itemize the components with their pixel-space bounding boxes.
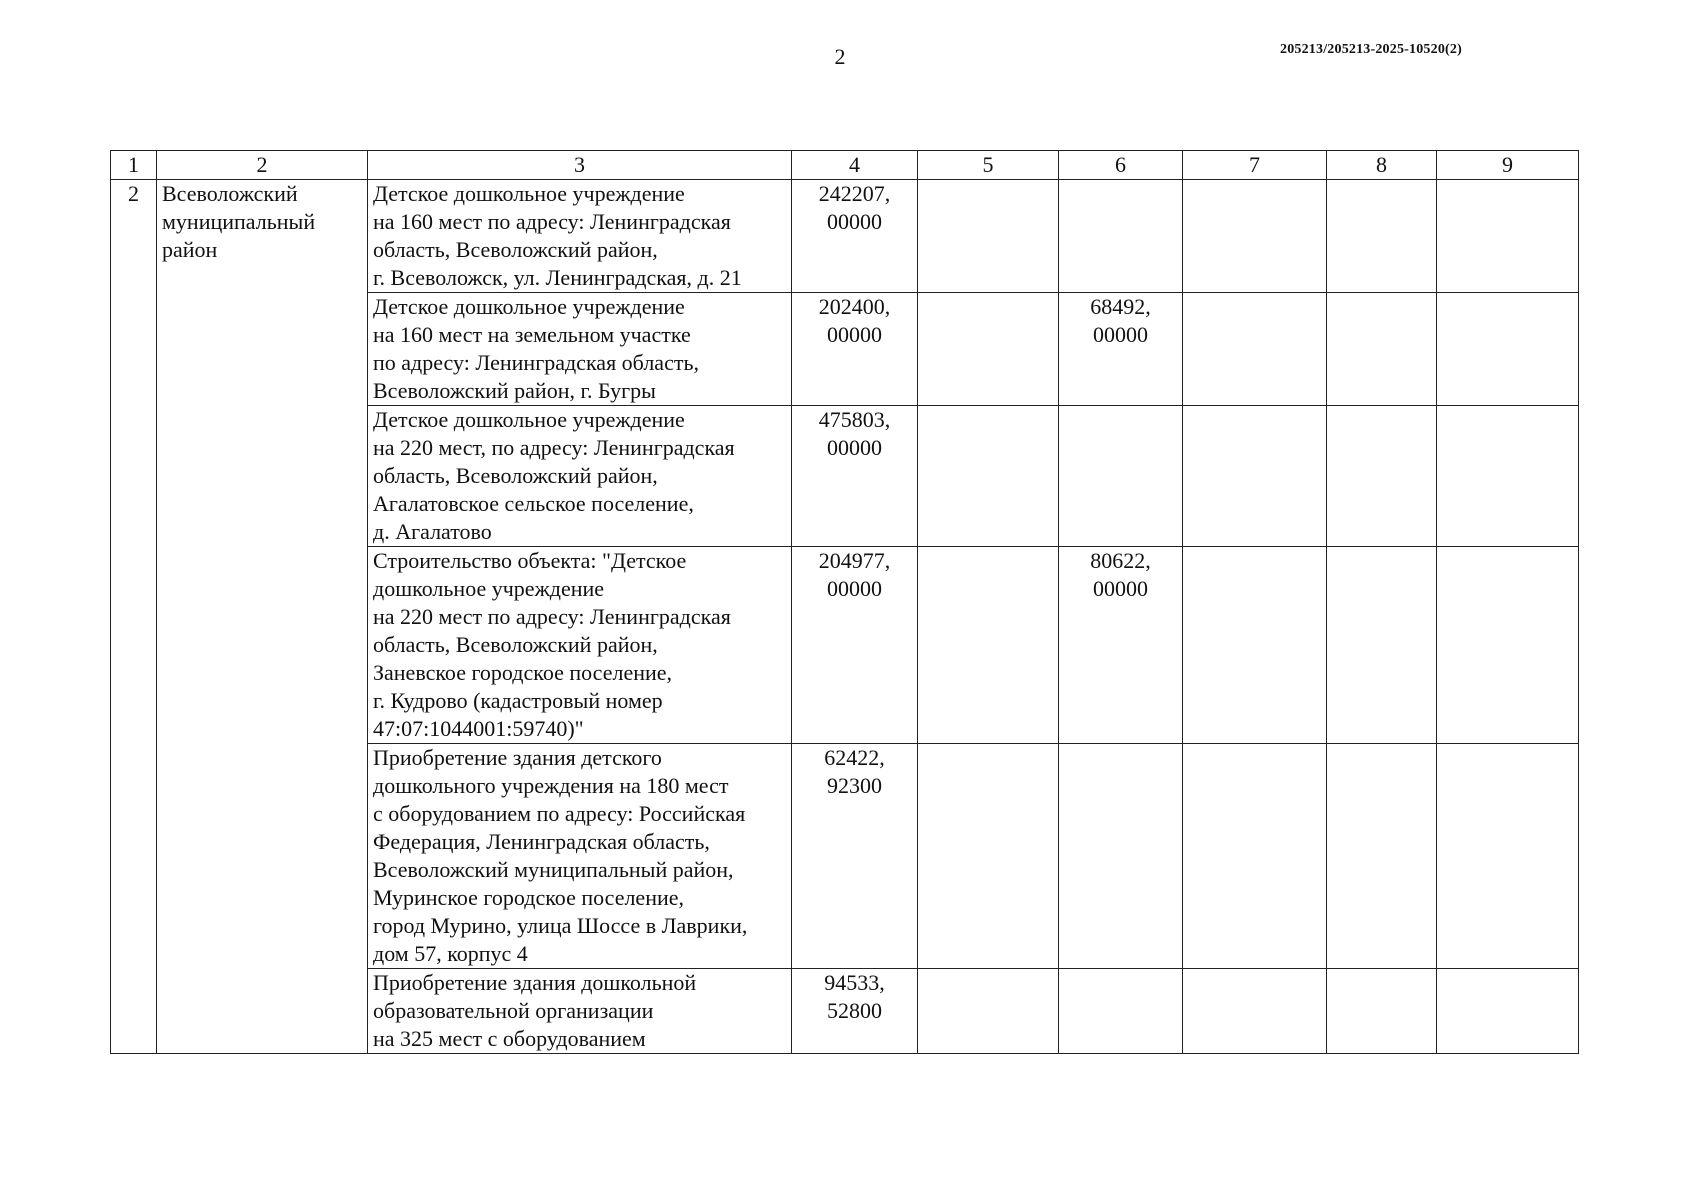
header-col-8: 8 [1327, 151, 1437, 180]
cell-line: г. Кудрово (кадастровый номер [373, 688, 663, 713]
cell-line: 00000 [827, 576, 882, 601]
col4-value-cell [792, 969, 918, 1054]
cell-line: 47:07:1044001:59740)" [373, 716, 584, 741]
cell-line: Приобретение здания детского [373, 745, 662, 770]
cell-line: город Мурино, улица Шоссе в Лаврики, [373, 913, 748, 938]
col9-cell [1437, 180, 1579, 293]
col9-cell [1437, 969, 1579, 1054]
cell-line: 62422, [824, 745, 885, 770]
col6-value-cell [1059, 406, 1183, 547]
cell-line: район [162, 237, 218, 262]
col7-cell [1183, 180, 1327, 293]
col5-cell [918, 547, 1059, 744]
col9-cell [1437, 293, 1579, 406]
cell-line: на 220 мест по адресу: Ленинградская [373, 604, 731, 629]
col8-cell [1327, 293, 1437, 406]
cell-line: дом 57, корпус 4 [373, 941, 528, 966]
cell-line: область, Всеволожский район, [373, 463, 658, 488]
object-description-cell [368, 180, 792, 293]
cell-line: на 160 мест по адресу: Ленинградская [373, 209, 731, 234]
cell-line: 00000 [1093, 322, 1148, 347]
cell-line: 00000 [1093, 576, 1148, 601]
header-col-3: 3 [368, 151, 792, 180]
district-cell [157, 180, 368, 1054]
col9-cell [1437, 547, 1579, 744]
table-row [111, 180, 1579, 293]
cell-line: 00000 [827, 322, 882, 347]
header-col-4: 4 [792, 151, 918, 180]
cell-line: Детское дошкольное учреждение [373, 407, 685, 432]
cell-line: на 160 мест на земельном участке [373, 322, 691, 347]
cell-line: Детское дошкольное учреждение [373, 181, 685, 206]
header-col-9: 9 [1437, 151, 1579, 180]
document-id: 205213/205213-2025-10520(2) [1280, 42, 1462, 57]
cell-line: образовательной организации [373, 998, 654, 1023]
data-table [110, 150, 1579, 1054]
cell-line: 00000 [827, 435, 882, 460]
cell-line: дошкольное учреждение [373, 576, 605, 601]
col7-cell [1183, 406, 1327, 547]
object-description-cell [368, 547, 792, 744]
col9-cell [1437, 744, 1579, 969]
col6-value-cell [1059, 969, 1183, 1054]
cell-line: на 325 мест с оборудованием [373, 1026, 646, 1051]
cell-line: Детское дошкольное учреждение [373, 294, 685, 319]
col7-cell [1183, 969, 1327, 1054]
object-description-cell [368, 969, 792, 1054]
cell-line: Строительство объекта: "Детское [373, 548, 687, 573]
page-number: 2 [834, 44, 846, 69]
cell-line: 202400, [818, 294, 891, 319]
col7-cell [1183, 547, 1327, 744]
cell-line: область, Всеволожский район, [373, 237, 658, 262]
cell-line: 00000 [827, 209, 882, 234]
cell-line: Муринское городское поселение, [373, 885, 685, 910]
col5-cell [918, 180, 1059, 293]
col5-cell [918, 744, 1059, 969]
col5-cell [918, 293, 1059, 406]
col8-cell [1327, 969, 1437, 1054]
cell-line: Федерация, Ленинградская область, [373, 829, 710, 854]
cell-line: 80622, [1090, 548, 1151, 573]
cell-line: с оборудованием по адресу: Российская [373, 801, 746, 826]
col7-cell [1183, 293, 1327, 406]
cell-line: д. Агалатово [373, 519, 492, 544]
cell-line: Агалатовское сельское поселение, [373, 491, 694, 516]
object-description-cell [368, 744, 792, 969]
cell-line: 52800 [827, 998, 882, 1023]
cell-line: по адресу: Ленинградская область, [373, 350, 699, 375]
object-description-cell [368, 293, 792, 406]
col6-value-cell [1059, 293, 1183, 406]
col8-cell [1327, 406, 1437, 547]
col4-value-cell [792, 744, 918, 969]
col6-value-cell [1059, 180, 1183, 293]
col4-value-cell [792, 180, 918, 293]
col6-value-cell [1059, 744, 1183, 969]
col8-cell [1327, 547, 1437, 744]
cell-line: 475803, [818, 407, 891, 432]
col7-cell [1183, 744, 1327, 969]
col5-cell [918, 406, 1059, 547]
table-header-row [111, 151, 1579, 180]
cell-line: муниципальный [162, 209, 316, 234]
cell-line: Всеволожский район, г. Бугры [373, 378, 656, 403]
header-col-7: 7 [1183, 151, 1327, 180]
header-col-6: 6 [1059, 151, 1183, 180]
cell-line: дошкольного учреждения на 180 мест [373, 773, 729, 798]
cell-line: 92300 [827, 773, 882, 798]
cell-line: г. Всеволожск, ул. Ленинградская, д. 21 [373, 265, 742, 290]
col5-cell [918, 969, 1059, 1054]
col9-cell [1437, 406, 1579, 547]
cell-line: Всеволожский [162, 181, 298, 206]
cell-line: на 220 мест, по адресу: Ленинградская [373, 435, 735, 460]
col6-value-cell [1059, 547, 1183, 744]
cell-line: Приобретение здания дошкольной [373, 970, 697, 995]
col4-value-cell [792, 406, 918, 547]
header-col-5: 5 [918, 151, 1059, 180]
col4-value-cell [792, 293, 918, 406]
header-col-1: 1 [111, 151, 157, 180]
cell-line: Всеволожский муниципальный район, [373, 857, 734, 882]
col8-cell [1327, 744, 1437, 969]
cell-line: 68492, [1090, 294, 1151, 319]
cell-line: 242207, [818, 181, 891, 206]
object-description-cell [368, 406, 792, 547]
cell-line: 204977, [818, 548, 891, 573]
row-number-cell: 2 [111, 180, 157, 1054]
cell-line: Заневское городское поселение, [373, 660, 673, 685]
cell-line: 94533, [824, 970, 885, 995]
cell-line: область, Всеволожский район, [373, 632, 658, 657]
col8-cell [1327, 180, 1437, 293]
col4-value-cell [792, 547, 918, 744]
header-col-2: 2 [157, 151, 368, 180]
